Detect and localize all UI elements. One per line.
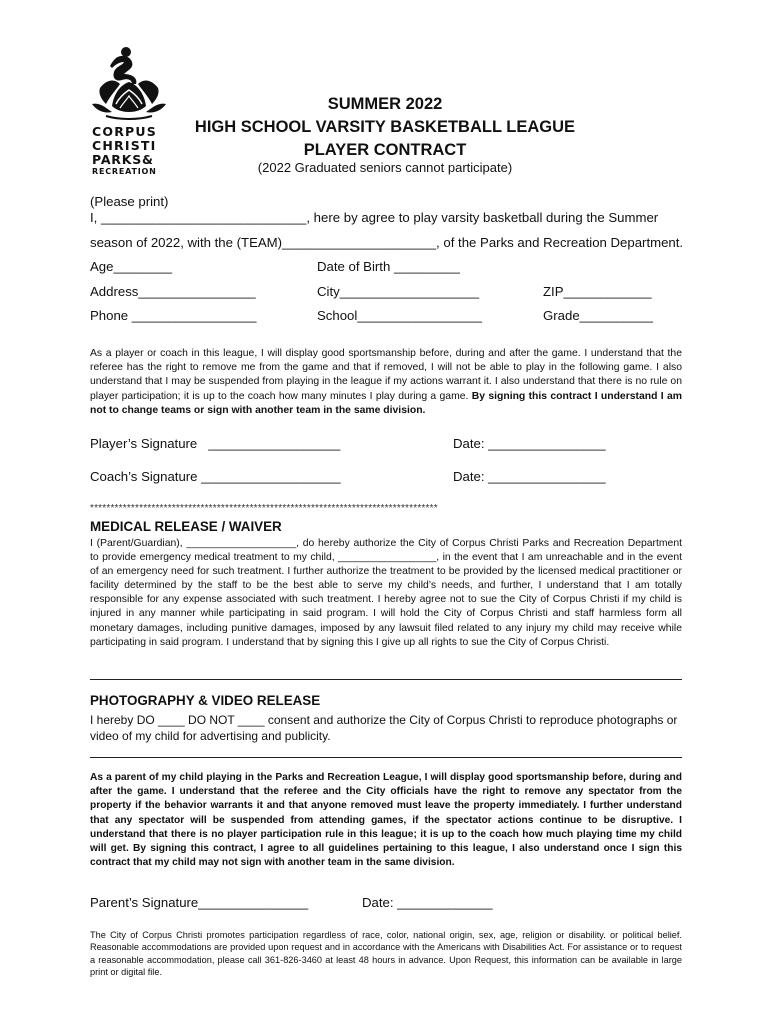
title-line-2: HIGH SCHOOL VARSITY BASKETBALL LEAGUE [194, 118, 576, 136]
photo-paragraph: I hereby DO ____ DO NOT ____ consent and authorize the City of Corpus Christi to reproduce photographs or video of my child for advertising and publicity. [90, 713, 678, 743]
conduct-bold-text: By signing this contract I understand I am not to change teams or sign with another team in the same division. [90, 390, 683, 416]
logo-text-corpus: CORPUS [92, 124, 157, 139]
footer-notice: The City of Corpus Christi promotes participation regardless of race, color, national origin, sex, age, religion or disability. or political belief. Reasonable accommodations are provided upon request and in accordance with the Americans with Disabilities Act. For assistance or to request a reasonable accommodation, please call 361-826-3460 at least 48 hours in advance. Upon Request, this information can be available in large print or digital file. [90, 930, 682, 978]
phone-field: Phone _________________ [90, 308, 257, 323]
medical-heading: MEDICAL RELEASE / WAIVER [90, 519, 282, 534]
section-divider-2 [90, 757, 682, 758]
dob-field: Date of Birth _________ [317, 259, 460, 274]
player-signature: Player’s Signature __________________ [90, 436, 341, 451]
conduct-paragraph [90, 347, 682, 418]
season-line: season of 2022, with the (TEAM)_____________________, of the Parks and Recreation Department. [90, 235, 684, 250]
logo-text-christi: CHRISTI [92, 138, 157, 153]
title-line-3: PLAYER CONTRACT [303, 141, 467, 159]
parent-signature: Parent’s Signature_______________ [90, 895, 309, 910]
title-line-1: SUMMER 2022 [327, 95, 443, 113]
star-divider: ************************************************************************************* [90, 503, 438, 514]
coach-signature: Coach’s Signature ___________________ [90, 469, 341, 484]
photo-heading: PHOTOGRAPHY & VIDEO RELEASE [90, 693, 321, 708]
medical-paragraph: I (Parent/Guardian), ___________________, do hereby authorize the City of Corpus Christi Parks and Recreation Department to provide emergency medical treatment to my child, _________________, in the event that I am unreachable and in the event of an emergency need for such treatment. I further authorize the treatment to be provided by the licensed medical practitioner or facility determined by the staff to be the best able to serve my child’s needs, and further, I understand that I am totally responsible for any expense associated with such treatment. I hereby agree not to sue the City of Corpus Christi if my child is injured in any manner while participating in said program. I will hold the City of Corpus Christi and staff harmless form all monetary damages, including punitive damages, imposed by any lawsuit filed related to any injury my child may receive while participating in said program. I understand that by signing this I give up all rights to sue the City of Corpus Christi. [90, 538, 682, 648]
parks-logo [86, 44, 172, 178]
city-field: City___________________ [317, 284, 480, 299]
coach-date: Date: ________________ [453, 469, 606, 484]
age-field: Age________ [90, 259, 173, 274]
logo-text-recreation: RECREATION [92, 167, 157, 176]
grade-field: Grade__________ [543, 308, 653, 323]
school-field: School_________________ [317, 308, 483, 323]
section-divider-1 [90, 679, 682, 680]
zip-field: ZIP____________ [543, 284, 652, 299]
address-field: Address________________ [90, 284, 256, 299]
please-print: (Please print) [90, 194, 169, 209]
swimmer-lotus-icon [86, 44, 172, 124]
conduct-text: As a player or coach in this league, I will display good sportsmanship before, during and after the game. I understand that the referee has the right to remove me from the game and that if removed, I will not be able to play in the following game. I also understand that I may be suspended from playing in the league if my actions warrant it. I also understand that there is no rule on player participation; it is up to the coach how many minutes I play during a game. [90, 348, 682, 402]
parent-date: Date: _____________ [362, 895, 493, 910]
subtitle: (2022 Graduated seniors cannot participate) [257, 160, 513, 175]
agree-line: I, ____________________________, here by agree to play varsity basketball during the Summer [90, 210, 659, 225]
logo-text-parks: PARKS& [92, 152, 154, 167]
parent-paragraph: As a parent of my child playing in the Parks and Recreation League, I will display good sportsmanship before, during and after the game. I understand that the referee and the City officials have the right to remove any spectator from the property if the behavior warrants it and that anyone removed must leave the property immediately. I further understand that any spectator will be suspended from attending games, if the spectator actions continue to be disruptive. I understand that there is no player participation rule in this league; it is up to the coach how much playing time my child will get. By signing this contract, I agree to all guidelines pertaining to this league, I also understand once I sign this contract that my child may not sign with another team in the same division. [90, 772, 682, 869]
player-date: Date: ________________ [453, 436, 606, 451]
